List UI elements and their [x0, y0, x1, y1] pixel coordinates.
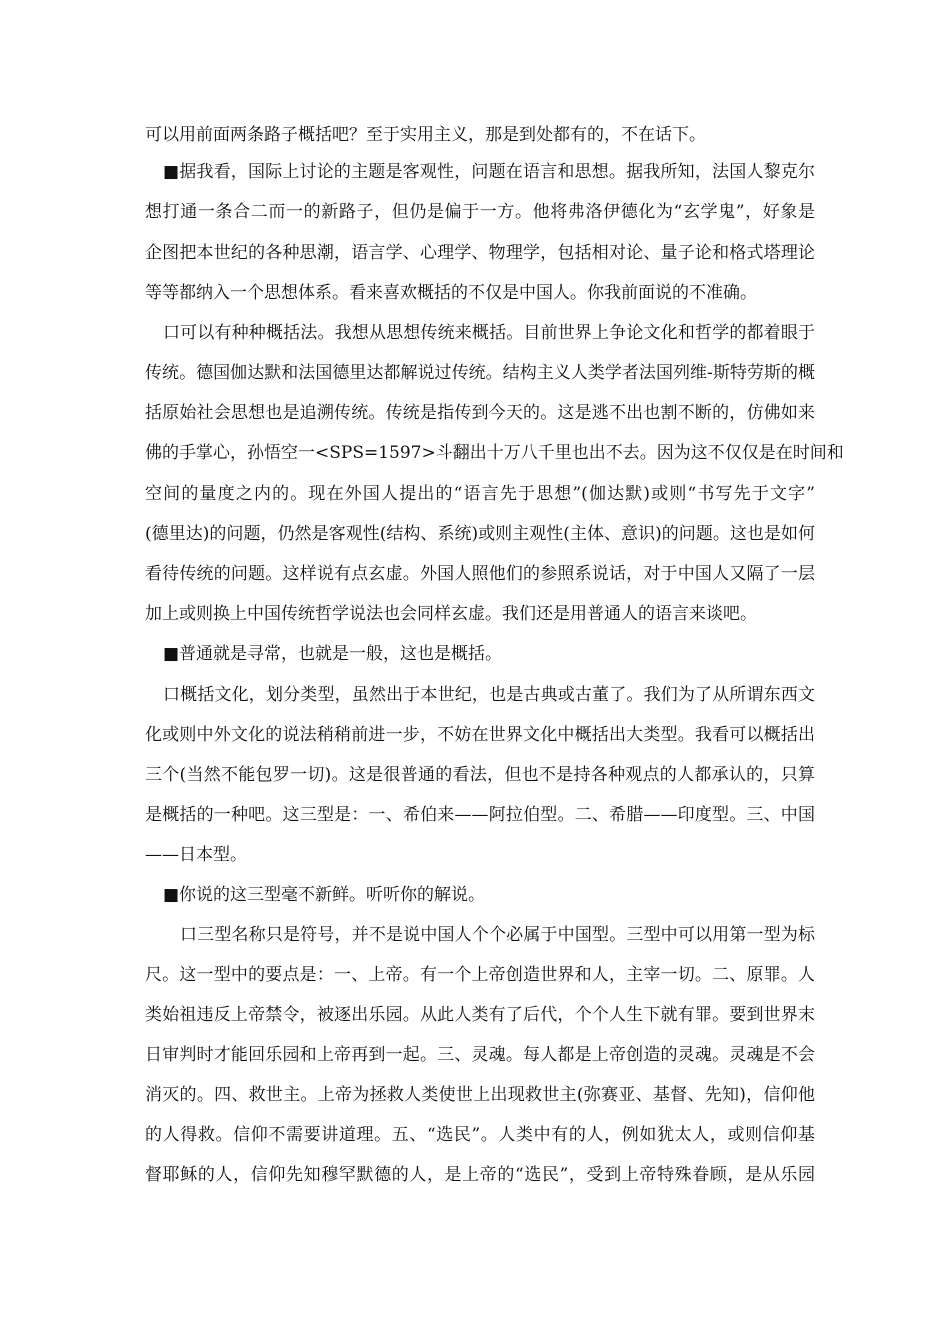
text-line: 三个(当然不能包罗一切)。这是很普通的看法，但也不是持各种观点的人都承认的，只算 — [145, 765, 815, 785]
text-line: 佛的手掌心，孙悟空一<SPS=1597>斗翻出十万八千里也出不去。因为这不仅仅是在时间和 — [145, 443, 844, 463]
text-line: 口可以有种种概括法。我想从思想传统来概括。目前世界上争论文化和哲学的都着眼于 — [163, 323, 815, 343]
text-line: 化或则中外文化的说法稍稍前进一步，不妨在世界文化中概括出大类型。我看可以概括出 — [145, 725, 815, 745]
text-line: 类始祖违反上帝禁令，被逐出乐园。从此人类有了后代，个个人生下就有罪。要到世界末 — [145, 1005, 815, 1025]
text-line: ■据我看，国际上讨论的主题是客观性，问题在语言和思想。据我所知，法国人黎克尔 — [163, 162, 815, 182]
text-line: ■你说的这三型毫不新鲜。听听你的解说。 — [163, 885, 486, 905]
text-line: 传统。德国伽达默和法国德里达都解说过传统。结构主义人类学者法国列维-斯特劳斯的概 — [145, 363, 815, 383]
text-line: 督耶稣的人，信仰先知穆罕默德的人，是上帝的“选民”，受到上帝特殊眷顾，是从乐园 — [145, 1165, 815, 1185]
text-line: 消灭的。四、救世主。上帝为拯救人类使世上出现救世主(弥赛亚、基督、先知)，信仰他 — [145, 1085, 815, 1105]
text-line: 括原始社会思想也是追溯传统。传统是指传到今天的。这是逃不出也割不断的，仿佛如来 — [145, 403, 815, 423]
text-line: 是概括的一种吧。这三型是：一、希伯来——阿拉伯型。二、希腊——印度型。三、中国 — [145, 805, 815, 825]
text-line: 的人得救。信仰不需要讲道理。五、“选民”。人类中有的人，例如犹太人，或则信仰基 — [145, 1125, 815, 1145]
text-line: (德里达)的问题，仍然是客观性(结构、系统)或则主观性(主体、意识)的问题。这也是如何 — [145, 524, 815, 544]
text-line: 空间的量度之内的。现在外国人提出的“语言先于思想”(伽达默)或则“书写先于文字” — [145, 484, 815, 504]
text-line: 等等都纳入一个思想体系。看来喜欢概括的不仅是中国人。你我前面说的不准确。 — [145, 283, 757, 303]
text-line: 企图把本世纪的各种思潮，语言学、心理学、物理学，包括相对论、量子论和格式塔理论 — [145, 243, 815, 263]
text-line: 加上或则换上中国传统哲学说法也会同样玄虚。我们还是用普通人的语言来谈吧。 — [145, 604, 757, 624]
text-line: 日审判时才能回乐园和上帝再到一起。三、灵魂。每人都是上帝创造的灵魂。灵魂是不会 — [145, 1045, 815, 1065]
text-line: ——日本型。 — [145, 845, 247, 865]
text-line: ■普通就是寻常，也就是一般，这也是概括。 — [163, 644, 503, 664]
text-line: 想打通一条合二而一的新路子，但仍是偏于一方。他将弗洛伊德化为“玄学鬼”，好象是 — [145, 202, 815, 222]
text-line: 口三型名称只是符号，并不是说中国人个个必属于中国型。三型中可以用第一型为标 — [180, 925, 815, 945]
text-line: 可以用前面两条路子概括吧？至于实用主义，那是到处都有的，不在话下。 — [145, 125, 706, 145]
text-line: 看待传统的问题。这样说有点玄虚。外国人照他们的参照系说话，对于中国人又隔了一层 — [145, 564, 815, 584]
text-line: 口概括文化，划分类型，虽然出于本世纪，也是古典或古董了。我们为了从所谓东西文 — [163, 685, 815, 705]
text-line: 尺。这一型中的要点是：一、上帝。有一个上帝创造世界和人，主宰一切。二、原罪。人 — [145, 965, 815, 985]
